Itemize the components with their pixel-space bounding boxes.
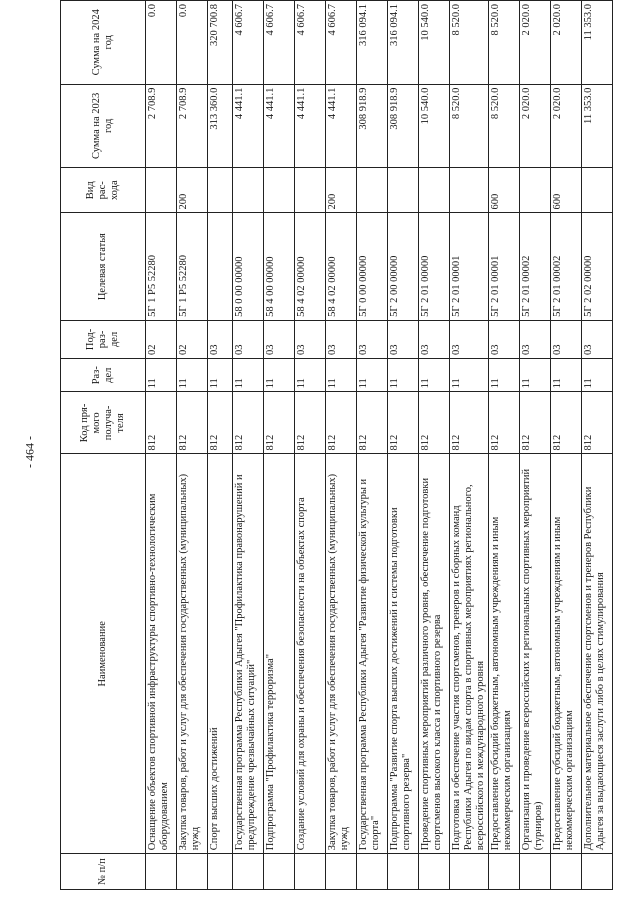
cell-sum-2023: 4 441.1: [326, 84, 357, 168]
cell-section: 11: [264, 359, 295, 392]
cell-expense-type: [146, 168, 177, 213]
table-row: [146, 1, 177, 890]
cell-expense-type: [295, 168, 326, 213]
cell-section: 11: [233, 359, 264, 392]
cell-recipient-code: 812: [520, 392, 551, 454]
table-row: [388, 1, 419, 890]
cell-recipient-code: 812: [489, 392, 520, 454]
cell-name: Государственная программа Республики Адыгея "Развитие физической культуры и спорта": [357, 454, 388, 854]
cell-recipient-code: 812: [419, 392, 450, 454]
cell-section: 11: [520, 359, 551, 392]
cell-section: 11: [551, 359, 582, 392]
cell-section: 11: [419, 359, 450, 392]
cell-subsection: 03: [582, 320, 613, 358]
header-expense-type: Вид рас- хода: [61, 168, 146, 213]
budget-document: [60, 0, 607, 890]
cell-target-article: 5Г 1 Р5 52280: [177, 213, 208, 320]
cell-expense-type: [582, 168, 613, 213]
cell-section: 11: [146, 359, 177, 392]
table-row: [489, 1, 520, 890]
cell-subsection: 03: [489, 320, 520, 358]
cell-target-article: 5Г 2 01 00002: [520, 213, 551, 320]
cell-expense-type: [264, 168, 295, 213]
cell-sum-2023: 2 020.0: [551, 84, 582, 168]
cell-num: [177, 854, 208, 890]
cell-sum-2023: 10 540.0: [419, 84, 450, 168]
cell-num: [450, 854, 489, 890]
cell-name: Оснащение объектов спортивной инфраструктуры спортивно-технологическим оборудованием: [146, 454, 177, 854]
cell-sum-2023: 308 918.9: [357, 84, 388, 168]
header-num: № п/п: [61, 854, 146, 890]
cell-target-article: 58 4 00 00000: [264, 213, 295, 320]
cell-expense-type: [419, 168, 450, 213]
cell-sum-2023: 2 708.9: [146, 84, 177, 168]
cell-subsection: 03: [326, 320, 357, 358]
cell-expense-type: [357, 168, 388, 213]
cell-recipient-code: 812: [146, 392, 177, 454]
header-recipient-code: Код пря- мого получа- теля: [61, 392, 146, 454]
cell-sum-2024: 8 520.0: [450, 1, 489, 85]
cell-num: [326, 854, 357, 890]
cell-target-article: [208, 213, 233, 320]
cell-num: [233, 854, 264, 890]
cell-expense-type: [520, 168, 551, 213]
cell-target-article: 5Г 2 01 00001: [450, 213, 489, 320]
cell-sum-2024: 8 520.0: [489, 1, 520, 85]
cell-target-article: 5Г 2 02 00000: [582, 213, 613, 320]
cell-num: [264, 854, 295, 890]
table-row: [551, 1, 582, 890]
cell-target-article: 5Г 0 00 00000: [357, 213, 388, 320]
cell-sum-2023: 11 353.0: [582, 84, 613, 168]
budget-table: [60, 0, 613, 890]
cell-name: Подпрограмма "Профилактика терроризма": [264, 454, 295, 854]
cell-recipient-code: 812: [208, 392, 233, 454]
cell-target-article: 5Г 2 01 00001: [489, 213, 520, 320]
cell-sum-2024: 316 094.1: [357, 1, 388, 85]
header-sum-2023: Сумма на 2023 год: [61, 84, 146, 168]
cell-sum-2024: 4 606.7: [326, 1, 357, 85]
cell-sum-2023: 4 441.1: [295, 84, 326, 168]
cell-target-article: 5Г 2 01 00000: [419, 213, 450, 320]
cell-num: [388, 854, 419, 890]
cell-sum-2023: 313 360.0: [208, 84, 233, 168]
cell-sum-2024: 320 700.8: [208, 1, 233, 85]
cell-recipient-code: 812: [295, 392, 326, 454]
cell-recipient-code: 812: [582, 392, 613, 454]
cell-sum-2024: 2 020.0: [551, 1, 582, 85]
cell-name: Предоставление субсидий бюджетным, автономным учреждениям и иным некоммерческим организациям: [489, 454, 520, 854]
cell-section: 11: [357, 359, 388, 392]
cell-expense-type: [388, 168, 419, 213]
cell-target-article: 58 4 02 00000: [295, 213, 326, 320]
table-row: [208, 1, 233, 890]
cell-subsection: 03: [551, 320, 582, 358]
header-name: Наименование: [61, 454, 146, 854]
cell-name: Закупка товаров, работ и услуг для обеспечения государственных (муниципальных) нужд: [177, 454, 208, 854]
cell-sum-2024: 4 606.7: [233, 1, 264, 85]
cell-subsection: 03: [520, 320, 551, 358]
cell-num: [419, 854, 450, 890]
cell-subsection: 03: [357, 320, 388, 358]
cell-sum-2023: 2 708.9: [177, 84, 208, 168]
table-row: [582, 1, 613, 890]
table-header-row: [61, 1, 146, 890]
cell-sum-2023: 8 520.0: [489, 84, 520, 168]
cell-recipient-code: 812: [388, 392, 419, 454]
cell-target-article: 5Г 1 Р5 52280: [146, 213, 177, 320]
cell-subsection: 03: [208, 320, 233, 358]
page-rotation-frame: [60, 0, 607, 890]
cell-target-article: 5Г 2 00 00000: [388, 213, 419, 320]
cell-sum-2023: 4 441.1: [233, 84, 264, 168]
cell-target-article: 58 4 02 00000: [326, 213, 357, 320]
cell-recipient-code: 812: [450, 392, 489, 454]
cell-name: Организация и проведение всероссийских и региональных спортивных мероприятий (турниров): [520, 454, 551, 854]
cell-section: 11: [450, 359, 489, 392]
cell-num: [520, 854, 551, 890]
cell-name: Закупка товаров, работ и услуг для обеспечения государственных (муниципальных) нужд: [326, 454, 357, 854]
cell-subsection: 03: [450, 320, 489, 358]
cell-sum-2023: 2 020.0: [520, 84, 551, 168]
table-row: [264, 1, 295, 890]
header-subsection: Под- раз- дел: [61, 320, 146, 358]
table-row: [326, 1, 357, 890]
table-body: [146, 1, 613, 890]
cell-name: Дополнительное материальное обеспечение спортсменов и тренеров Республики Адыгея за выдающиеся заслуги либо в целях стимулирования: [582, 454, 613, 854]
cell-num: [582, 854, 613, 890]
cell-sum-2024: 0.0: [146, 1, 177, 85]
cell-sum-2024: 10 540.0: [419, 1, 450, 85]
cell-subsection: 03: [264, 320, 295, 358]
cell-num: [489, 854, 520, 890]
cell-subsection: 03: [295, 320, 326, 358]
cell-subsection: 03: [233, 320, 264, 358]
cell-subsection: 02: [177, 320, 208, 358]
cell-recipient-code: 812: [357, 392, 388, 454]
cell-expense-type: 600: [489, 168, 520, 213]
cell-name: Создание условий для охраны и обеспечения безопасности на объектах спорта: [295, 454, 326, 854]
table-row: [520, 1, 551, 890]
cell-target-article: 5Г 2 01 00002: [551, 213, 582, 320]
cell-section: 11: [582, 359, 613, 392]
cell-sum-2023: 308 918.9: [388, 84, 419, 168]
cell-sum-2024: 316 094.1: [388, 1, 419, 85]
cell-recipient-code: 812: [326, 392, 357, 454]
cell-section: 11: [326, 359, 357, 392]
cell-name: Проведение спортивных мероприятий различного уровня, обеспечение подготовки спортсменов высокого класса и спортивного резерва: [419, 454, 450, 854]
cell-name: Подпрограмма "Развитие спорта высших достижений и системы подготовки спортивного резерва": [388, 454, 419, 854]
table-row: [450, 1, 489, 890]
cell-recipient-code: 812: [264, 392, 295, 454]
page-number: - 464 -: [22, 436, 37, 468]
cell-expense-type: [208, 168, 233, 213]
cell-subsection: 03: [419, 320, 450, 358]
cell-recipient-code: 812: [233, 392, 264, 454]
cell-section: 11: [208, 359, 233, 392]
cell-subsection: 03: [388, 320, 419, 358]
cell-num: [146, 854, 177, 890]
cell-name: Подготовка и обеспечение участия спортсменов, тренеров и сборных команд Республики Адыгея по видам спорта в спортивных мероприятиях регионального, всероссийского и международного уровня: [450, 454, 489, 854]
cell-target-article: 58 0 00 00000: [233, 213, 264, 320]
cell-name: Спорт высших достижений: [208, 454, 233, 854]
cell-num: [551, 854, 582, 890]
cell-expense-type: 200: [177, 168, 208, 213]
table-row: [295, 1, 326, 890]
cell-sum-2024: 4 606.7: [295, 1, 326, 85]
cell-recipient-code: 812: [551, 392, 582, 454]
cell-section: 11: [388, 359, 419, 392]
cell-expense-type: [233, 168, 264, 213]
table-row: [357, 1, 388, 890]
cell-section: 11: [489, 359, 520, 392]
cell-sum-2023: 4 441.1: [264, 84, 295, 168]
header-target-article: Целевая статья: [61, 213, 146, 320]
cell-subsection: 02: [146, 320, 177, 358]
cell-expense-type: [450, 168, 489, 213]
table-row: [419, 1, 450, 890]
cell-num: [357, 854, 388, 890]
cell-expense-type: 600: [551, 168, 582, 213]
cell-sum-2024: 11 353.0: [582, 1, 613, 85]
cell-recipient-code: 812: [177, 392, 208, 454]
cell-sum-2024: 2 020.0: [520, 1, 551, 85]
cell-expense-type: 200: [326, 168, 357, 213]
cell-name: Государственная программа Республики Адыгея "Профилактика правонарушений и предупреждение чрезвычайных ситуаций": [233, 454, 264, 854]
cell-section: 11: [295, 359, 326, 392]
cell-num: [208, 854, 233, 890]
header-section: Раз- дел: [61, 359, 146, 392]
cell-section: 11: [177, 359, 208, 392]
cell-sum-2024: 0.0: [177, 1, 208, 85]
cell-sum-2023: 8 520.0: [450, 84, 489, 168]
cell-sum-2024: 4 606.7: [264, 1, 295, 85]
cell-num: [295, 854, 326, 890]
header-sum-2024: Сумма на 2024 год: [61, 1, 146, 85]
table-row: [177, 1, 208, 890]
table-row: [233, 1, 264, 890]
cell-name: Предоставление субсидий бюджетным, автономным учреждениям и иным некоммерческим организациям: [551, 454, 582, 854]
